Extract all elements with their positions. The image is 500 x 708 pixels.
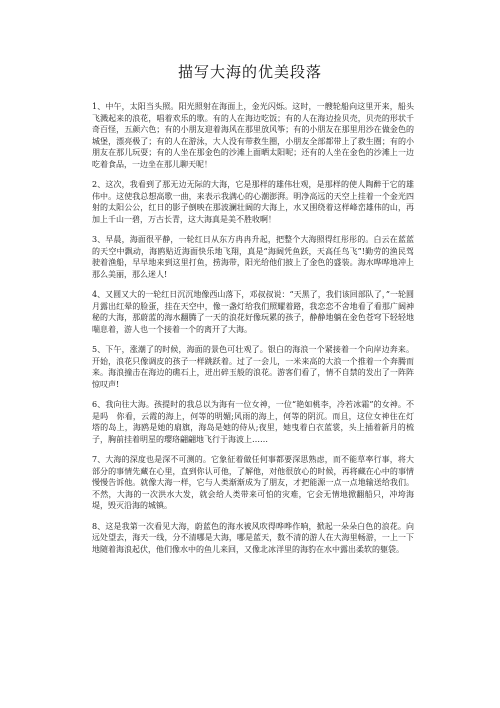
paragraph: 7、大海的深度也是深不可测的。它象征着做任何事都要深思熟虑，而不能草率行事，将大部分的事情先藏在心里，直到你认可他，了解他，对他很放心的时候，再将藏在心中的事情慢慢告诉他。就像大海一样，它与人类渐渐成为了朋友，才把能源一点一点地输送给我们。不然，大海的一次洪水大发，就会给人类带来可怕的灾难，它会无情地掀翻船只，冲垮海堤，毁灭沿海的城镇。 — [92, 455, 414, 510]
document-title: 描写大海的优美段落 — [177, 63, 322, 81]
paragraph: 4、又圆又大的一轮红日沉沉地像西山落下，邓叔叔说：“天黑了，我们该回部队了，”一轮圆月露出红晕的脸蛋，挂在天空中，像一盏灯给我们照耀着路，我恋恋不舍地看了看那广阔神秘的大海，那蔚蓝的海水翻腾了一天的浪花好像玩累的孩子，静静地躺在金色苍穹下轻轻地喘息着，游人也一个接着一个的离开了大海。 — [92, 290, 414, 334]
paragraph: 1、中午，太阳当头照。阳光照射在海面上，金光闪烁。这时，一艘轮船向这里开来，船头飞溅起来的浪花，唱着欢乐的歌。有的人在海边吃饭；有的人在海边捡贝壳，贝壳的形状千奇百怪，五颜六色；有的小朋友迎着海风在那里放风筝；有的小朋友在那里用沙在做金色的城堡，漂亮极了；有的人在游泳，大人没有带救生圈，小朋友全部都带上了救生圈；有的小朋友在那儿玩耍；有的人坐在那金色的沙滩上面晒太阳呢；还有的人坐在金色的沙滩上一边吃着食品，一边坐在那儿聊天呢！ — [92, 102, 414, 169]
document-body — [92, 101, 414, 555]
paragraph: 5、下午，涨潮了的时候，海面的景色可壮观了。银白的海浪一个紧接着一个向岸边奔来。开始，浪花只像调皮的孩子一样跳跃着。过了一会儿，一米来高的大浪一个推着一个奔腾而来。海浪撞击在海边的礁石上，迸出碎玉般的浪花。游客们看了，情不自禁的发出了一阵阵惊叹声! — [92, 345, 414, 389]
paragraph: 8、这是我第一次看见大海，蔚蓝色的海水被风吹得哗哗作响，掀起一朵朵白色的浪花。向远处望去，海天一线，分不清哪是大海，哪是蓝天，数不清的游人在大海里畅游，一上一下地随着海浪起伏，他们像水中的鱼儿来回，又像北冰洋里的海豹在水中露出柔软的躯袋。 — [92, 521, 414, 554]
paragraph: 3、早晨，海面很平静，一轮红日从东方冉冉升起，把整个大海照得红彤彤的。白云在蓝蓝的天空中飘动，海鸥贴近海面快乐地飞翔，真是“海阔凭鱼跃，天高任鸟飞”!勤劳的渔民驾驶着渔船，早早地来到这里打鱼，捞海带，阳光给他们披上了金色的盛装。海水哗哗地冲上那么美丽，那么迷人! — [92, 235, 414, 279]
paragraph: 6、我向往大海。孩提时的我总以为海有一位女神，一位“艳如桃李，冷若冰霜”的女神。不是吗 你看，云霞的海上，何等的明媚;风雨的海上，何等的阴沉。而且，这位女神住在灯塔的岛上，海鸥是她的扇旗，海岛是她的侍从;夜里，她曳着白衣蓝裳，头上插着新月的梳子，胸前挂着明星的璎珞翩翩地飞行于海波上…… — [92, 400, 414, 444]
paragraph: 2、这次，我看到了那无边无际的大海，它是那样的雄伟壮观，是那样的使人陶醉于它的雄伟中。这使我总想高歌一曲，来表示我满心的心潮澎湃。明净高远的天空上挂着一个金光四射的太阳公公，红日的影子倒映在那波澜壮阔的大海上，水又围绕着这样峰峦雄伟的山，再加上千山一碧，万古长青，这大海真是美不胜收啊！ — [92, 180, 414, 224]
